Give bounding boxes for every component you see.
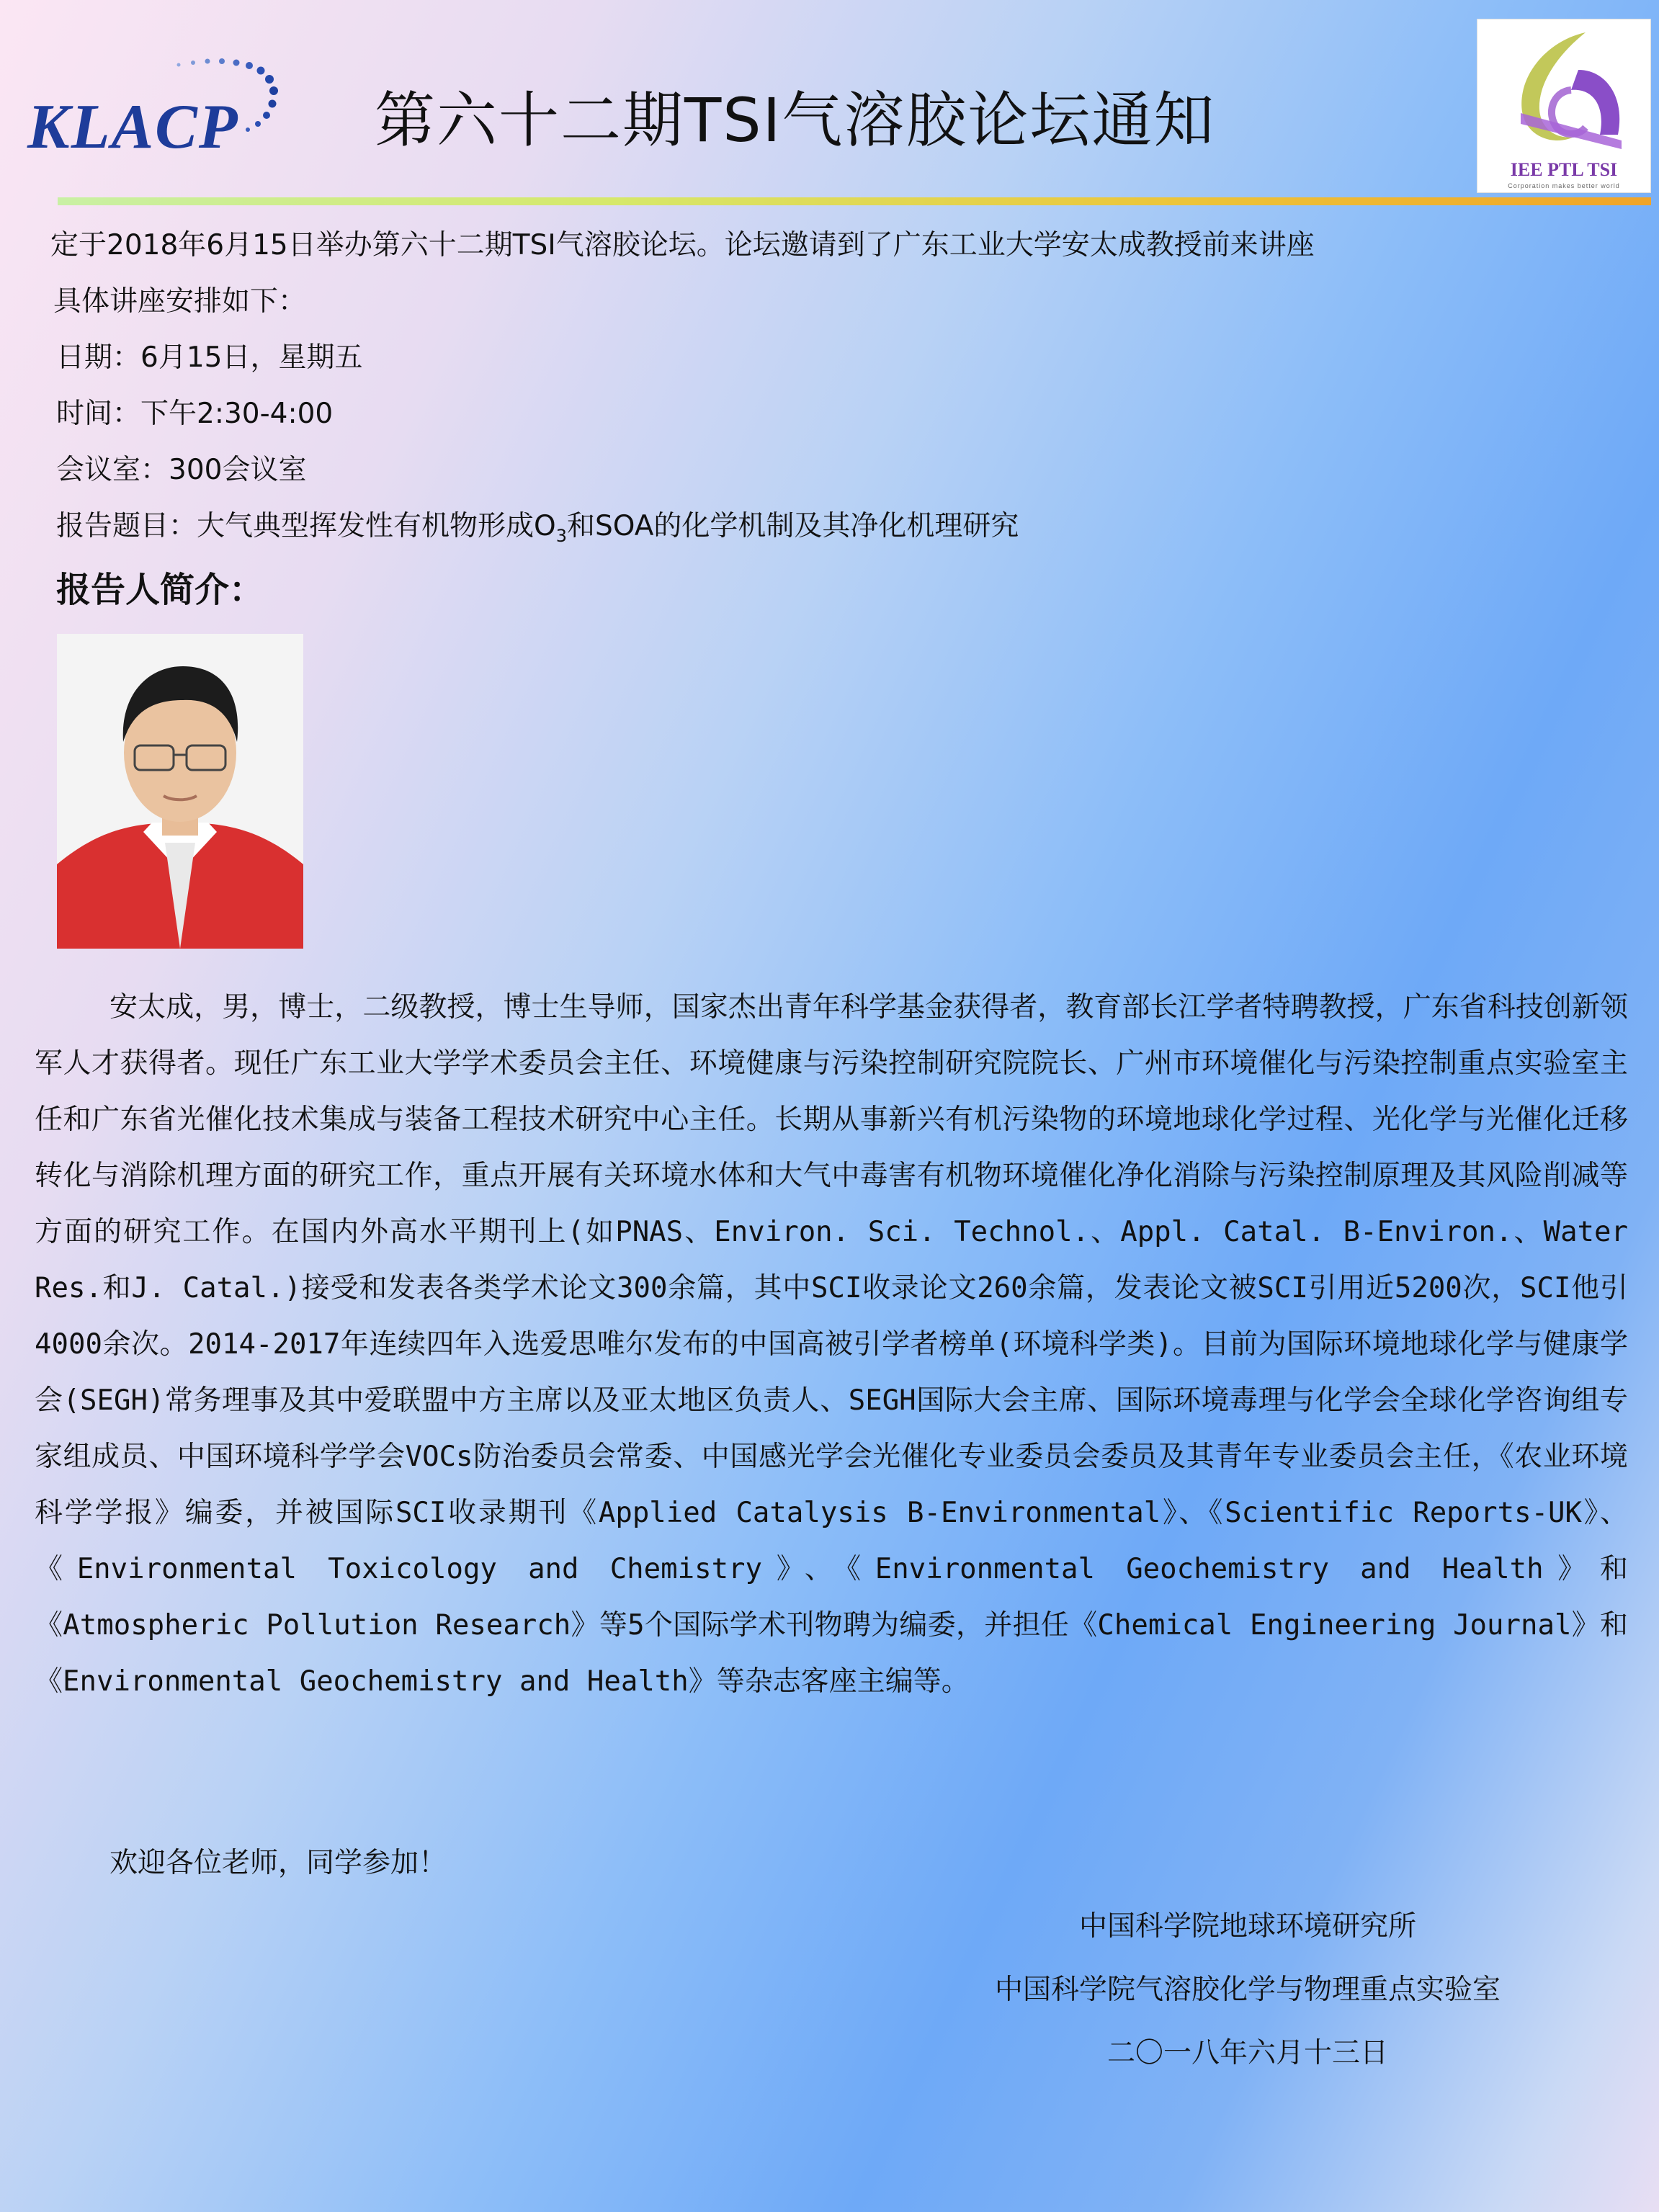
report-title-line bbox=[50, 498, 1315, 555]
logo-right-motto: Corporation makes better world bbox=[1508, 182, 1620, 189]
welcome-text: 欢迎各位老师，同学参加！ bbox=[109, 1847, 447, 1879]
report-title-sub: 3 bbox=[555, 525, 567, 546]
date-line: 日期：6月15日，星期五 bbox=[56, 341, 363, 374]
organizer-2: 中国科学院气溶胶化学与物理重点实验室 bbox=[994, 1974, 1501, 2006]
report-title-pre: 报告题目：大气典型挥发性有机物形成O bbox=[56, 510, 556, 542]
room-line: 会议室：300会议室 bbox=[56, 454, 307, 486]
logo-right-text: IEE PTL TSI bbox=[1510, 159, 1618, 180]
swirl-logo-icon bbox=[1477, 19, 1650, 164]
intro-line: 定于2018年6月15日举办第六十二期TSI气溶胶论坛。论坛邀请到了广东工业大学安太成教授前来讲座 bbox=[50, 229, 1315, 261]
time-line: 时间：下午2:30-4:00 bbox=[56, 398, 334, 430]
notice-date: 二〇一八年六月十三日 bbox=[1106, 2037, 1388, 2069]
speaker-photo bbox=[57, 634, 303, 949]
iee-ptl-tsi-logo bbox=[1477, 19, 1651, 193]
klacp-logo bbox=[27, 56, 316, 162]
organizer-1: 中国科学院地球环境研究所 bbox=[1078, 1910, 1416, 1943]
header-divider bbox=[58, 197, 1651, 205]
event-info bbox=[50, 218, 1315, 555]
speaker-bio: 安太成，男，博士，二级教授，博士生导师，国家杰出青年科学基金获得者，教育部长江学者特聘教授，广东省科技创新领军人才获得者。现任广东工业大学学术委员会主任、环境健康与污染控制研究院院长、广州市环境催化与污染控制重点实验室主任和广东省光催化技术集成与装备工程技术研究中心主任。长期从事新兴有机污染物的环境地球化学过程、光化学与光催化迁移转化与消除机理方面的研究工作，重点开展有关环境水体和大气中毒害有机物环境催化净化消除与污染控制原理及其风险削减等方面的研究工作。在国内外高水平期刊上(如PNAS、Environ. Sci. Technol.、Appl. Catal. B-Environ.、Water Res.和J. Catal.)接受和发表各类学术论文300余篇，其中SCI收录论文260余篇，发表论文被SCI引用近5200次，SCI他引4000余次。2014-2017年连续四年入选爱思唯尔发布的中国高被引学者榜单(环境科学类)。目前为国际环境地球化学与健康学会(SEGH)常务理事及其中爱联盟中方主席以及亚太地区负责人、SEGH国际大会主席、国际环境毒理与化学会全球化学咨询组专家组成员、中国环境科学学会VOCs防治委员会常委、中国感光学会光催化专业委员会委员及其青年专业委员会主任，《农业环境科学学报》编委，并被国际SCI收录期刊《Applied Catalysis B-Environmental》、《Scientific Reports-UK》、《Environmental Toxicology and Chemistry》、《Environmental Geochemistry and Health》和《Atmospheric Pollution Research》等5个国际学术刊物聘为编委，并担任《Chemical Engineering Journal》和《Environmental Geochemistry and Health》等杂志客座主编等。 bbox=[35, 991, 1629, 1698]
schedule-intro: 具体讲座安排如下： bbox=[53, 285, 307, 318]
klacp-logo-text: KLACP bbox=[27, 92, 239, 162]
speaker-heading: 报告人简介： bbox=[56, 570, 264, 610]
page-title: 第六十二期TSI气溶胶论坛通知 bbox=[375, 85, 1216, 156]
report-title-post: 和SOA的化学机制及其净化机理研究 bbox=[566, 510, 1019, 542]
